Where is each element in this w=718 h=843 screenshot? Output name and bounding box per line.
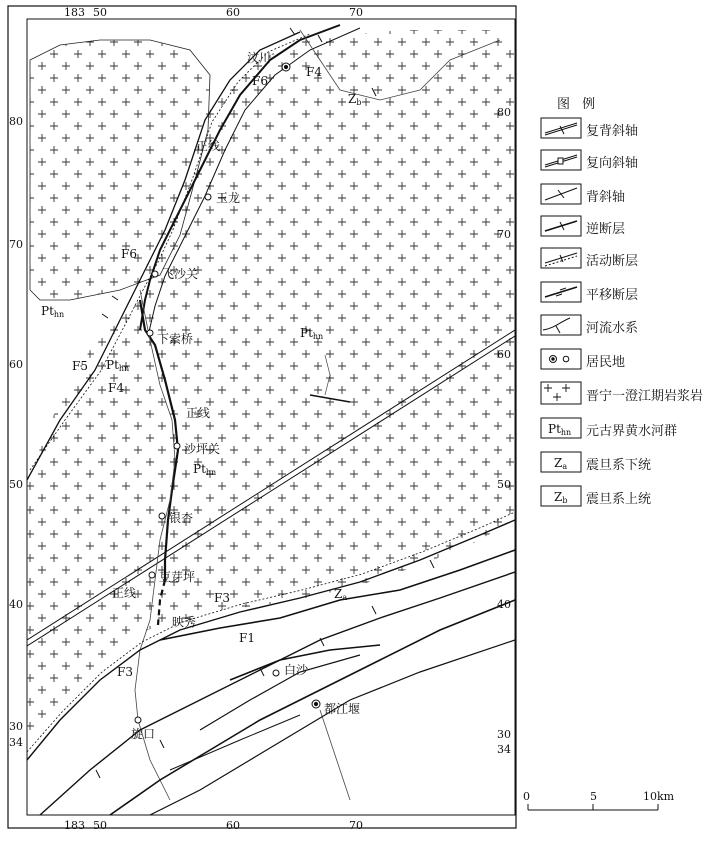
place-label-xiasuoqiao: 下索桥 xyxy=(157,332,194,346)
settlement-icon xyxy=(541,349,581,369)
anticlinorium-axis-icon xyxy=(541,118,581,138)
route-label-c: 正线 xyxy=(112,586,137,600)
route-label-a: 正线 xyxy=(196,139,221,153)
place-label-xuankou: 旋口 xyxy=(131,727,156,741)
fault-southern-5 xyxy=(200,655,360,730)
bottom-tick-0: 183 xyxy=(64,819,85,832)
legend-icons xyxy=(541,118,581,506)
legend-label-7: 居民地 xyxy=(586,355,626,370)
top-tick-3: 70 xyxy=(349,6,363,19)
top-tick-2: 60 xyxy=(226,6,240,19)
scale-tick-0: 0 xyxy=(523,790,530,803)
top-tick-1: 50 xyxy=(93,6,107,19)
unit-label-pt-south: Pthn xyxy=(193,462,217,477)
right-tick-1: 70 xyxy=(497,228,511,241)
place-label-yulong: 玉龙 xyxy=(216,191,241,205)
legend-label-3: 逆断层 xyxy=(586,222,626,237)
fault-label-f6b: F6 xyxy=(121,247,137,261)
fault-label-f4b: F4 xyxy=(108,381,124,395)
fault-label-f5: F5 xyxy=(72,359,88,373)
place-label-feishaguan: 飞沙关 xyxy=(162,267,199,281)
right-tick-6: 34 xyxy=(497,743,511,756)
map-body xyxy=(27,25,515,815)
bottom-tick-3: 70 xyxy=(349,819,363,832)
fault-label-f4a: F4 xyxy=(306,65,322,79)
legend-label-9: 元古界黄水河群 xyxy=(586,424,678,439)
place-label-shapingguan: 沙坪关 xyxy=(184,442,221,456)
legend-label-8: 晋宁一澄江期岩浆岩 xyxy=(586,389,704,404)
anticline-axis-icon xyxy=(541,184,581,204)
unit-label-pt-center: Pthn xyxy=(300,326,324,341)
legend-pthn-symbol: Pthn xyxy=(548,422,572,437)
place-label-baisha: 白沙 xyxy=(284,663,309,677)
right-tick-0: 80 xyxy=(497,106,511,119)
legend-label-1: 复向斜轴 xyxy=(586,156,639,171)
bottom-tick-1: 50 xyxy=(93,819,107,832)
fault-southern-2 xyxy=(110,600,515,815)
place-label-wenchuan: 汶川 xyxy=(247,51,272,65)
fault-label-f3a: F3 xyxy=(214,591,230,605)
place-label-dujiangyan: 都江堰 xyxy=(324,702,361,716)
fault-label-f6a: F6 xyxy=(252,74,268,88)
right-tick-5: 30 xyxy=(497,728,511,741)
right-tick-3: 50 xyxy=(497,478,511,491)
legend-label-4: 活动断层 xyxy=(586,254,639,269)
magmatic-rock-icon xyxy=(541,382,581,404)
left-tick-6: 34 xyxy=(9,736,23,749)
left-tick-5: 30 xyxy=(9,720,23,733)
legend-label-5: 平移断层 xyxy=(586,288,639,303)
anticline-axis-south xyxy=(170,715,300,770)
unit-label-za: Za xyxy=(334,587,348,602)
legend-label-0: 复背斜轴 xyxy=(586,124,639,139)
legend-title: 图 例 xyxy=(557,97,600,112)
legend-zb-symbol: Zb xyxy=(554,490,568,505)
right-tick-4: 40 xyxy=(497,598,511,611)
legend-label-10: 震旦系下统 xyxy=(586,458,652,473)
settlement-feishaguan xyxy=(152,271,158,277)
left-tick-1: 70 xyxy=(9,238,23,251)
right-tick-2: 60 xyxy=(497,348,511,361)
scale-tick-1: 5 xyxy=(590,790,597,803)
fault-label-f3b: F3 xyxy=(117,665,133,679)
route-label-b: 正线 xyxy=(186,406,211,420)
settlement-yulong xyxy=(205,194,211,200)
fault-label-f1: F1 xyxy=(239,631,255,645)
settlement-xuankou xyxy=(135,717,141,723)
settlement-shapingguan xyxy=(174,443,180,449)
settlement-xiasuoqiao xyxy=(147,330,153,336)
settlement-yinxing xyxy=(159,513,165,519)
settlement-doubaping xyxy=(149,572,155,578)
strike-slip-fault-icon xyxy=(541,282,581,302)
unit-label-zb: Zb xyxy=(348,92,362,107)
settlement-baisha xyxy=(273,670,279,676)
river-icon xyxy=(541,315,581,335)
place-label-doubaping: 豆芽坪 xyxy=(159,570,196,584)
scale-tick-2: 10km xyxy=(643,790,675,803)
top-tick-0: 183 xyxy=(64,6,85,19)
left-tick-2: 60 xyxy=(9,358,23,371)
unit-label-pt-north: Pthn xyxy=(41,304,65,319)
left-tick-3: 50 xyxy=(9,478,23,491)
legend-label-6: 河流水系 xyxy=(586,321,639,336)
place-label-yingxiu: 映秀 xyxy=(172,615,197,629)
legend-label-11: 震旦系上统 xyxy=(586,492,652,507)
synclinorium-axis-icon xyxy=(541,150,581,170)
scale-bar xyxy=(528,804,658,810)
place-label-yinxing: 银杏 xyxy=(169,511,194,525)
thrust-fault-icon xyxy=(541,216,581,236)
active-fault-icon xyxy=(541,248,581,268)
legend-za-symbol: Za xyxy=(554,456,568,471)
legend-label-2: 背斜轴 xyxy=(586,190,626,205)
bottom-tick-2: 60 xyxy=(226,819,240,832)
left-tick-4: 40 xyxy=(9,598,23,611)
river-east xyxy=(320,710,350,800)
left-tick-0: 80 xyxy=(9,115,23,128)
unit-label-pt-west: Pthn xyxy=(106,358,130,373)
scale-bar-labels xyxy=(523,790,675,803)
